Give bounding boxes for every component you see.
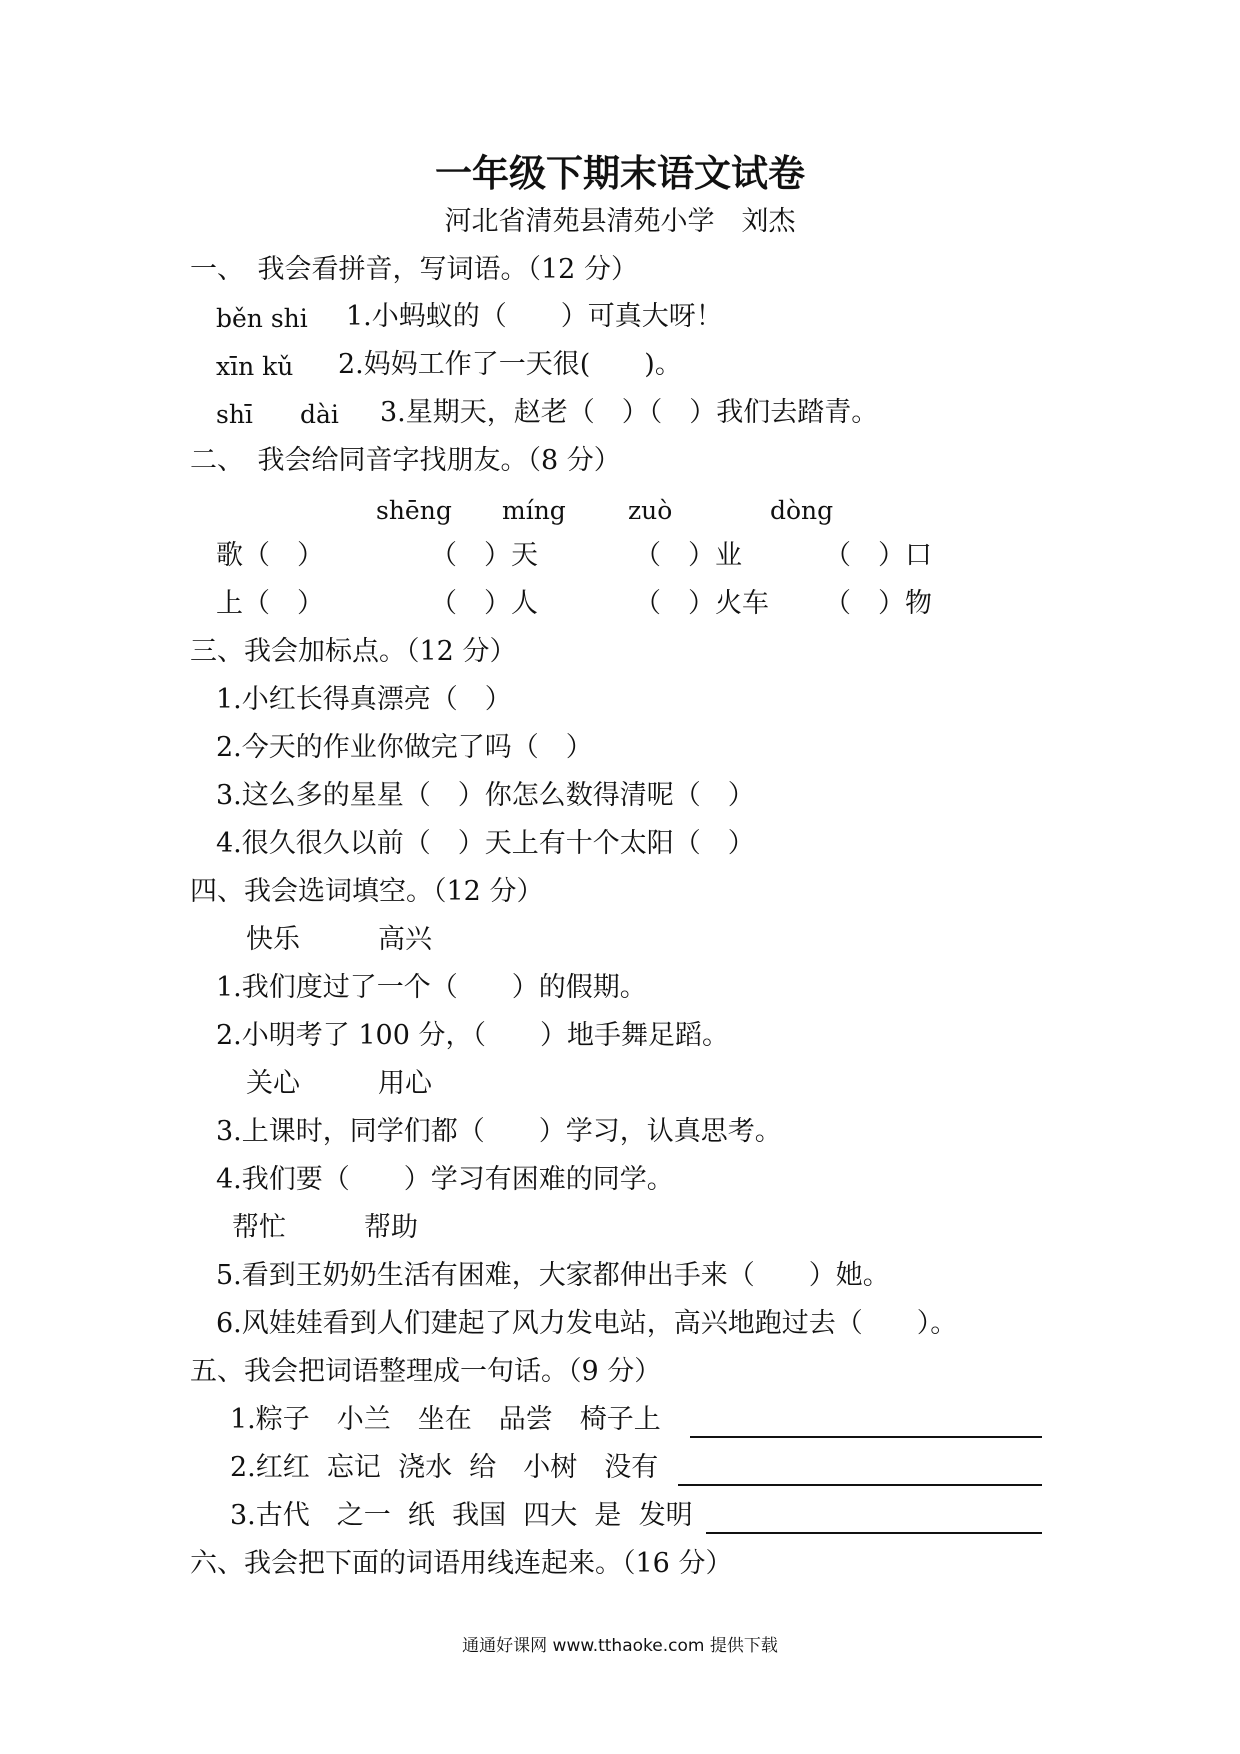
section2-row2-cell3: （ ）火车 bbox=[634, 588, 769, 619]
section1-item2-text: 2.妈妈工作了一天很( )。 bbox=[338, 349, 682, 380]
section3-item2: 2.今天的作业你做完了吗（ ） bbox=[216, 732, 593, 763]
section2-row1-cell2: （ ）天 bbox=[430, 540, 538, 571]
section4-item5: 5.看到王奶奶生活有困难，大家都伸出手来（ ）她。 bbox=[216, 1260, 890, 1291]
section1-heading: 一、 我会看拼音，写词语。（12 分） bbox=[190, 254, 638, 285]
section2-pinyin-1: shēng bbox=[376, 496, 452, 525]
section2-row2-cell1: 上（ ） bbox=[216, 588, 324, 619]
section1-item3-pinyin-b: dài bbox=[300, 400, 339, 429]
section2-pinyin-2: míng bbox=[502, 496, 566, 525]
section4-item6: 6.风娃娃看到人们建起了风力发电站，高兴地跑过去（ ）。 bbox=[216, 1308, 958, 1339]
section2-pinyin-4: dòng bbox=[770, 496, 834, 525]
section4-item3: 3.上课时，同学们都（ ）学习，认真思考。 bbox=[216, 1116, 782, 1147]
section1-item1-pinyin: běn shi bbox=[216, 304, 308, 333]
section4-item2: 2.小明考了 100 分，（ ）地手舞足蹈。 bbox=[216, 1020, 729, 1051]
section4-word-bangzhu: 帮助 bbox=[364, 1212, 418, 1243]
section2-row1-cell3: （ ）业 bbox=[634, 540, 742, 571]
section1-item3-text: 3.星期天，赵老（ ）（ ）我们去踏青。 bbox=[380, 397, 879, 428]
section4-heading: 四、我会选词填空。（12 分） bbox=[190, 876, 544, 907]
section5-answer-line-2[interactable] bbox=[678, 1484, 1042, 1486]
section4-word-guanxin: 关心 bbox=[246, 1068, 300, 1099]
section4-item1: 1.我们度过了一个（ ）的假期。 bbox=[216, 972, 647, 1003]
page-title: 一年级下期末语文试卷 bbox=[435, 151, 805, 195]
section4-word-yongxin: 用心 bbox=[378, 1068, 432, 1099]
section5-answer-line-3[interactable] bbox=[706, 1532, 1042, 1534]
section2-heading: 二、 我会给同音字找朋友。（8 分） bbox=[190, 445, 621, 476]
section2-row2-cell4: （ ）物 bbox=[824, 588, 932, 619]
section4-word-bangmang: 帮忙 bbox=[232, 1212, 286, 1243]
section3-item1: 1.小红长得真漂亮（ ） bbox=[216, 684, 512, 715]
section2-row2-cell2: （ ）人 bbox=[430, 588, 538, 619]
section1-item1-text: 1.小蚂蚁的（ ）可真大呀！ bbox=[346, 301, 723, 332]
section4-word-kuaile: 快乐 bbox=[246, 924, 300, 955]
section3-item4: 4.很久很久以前（ ）天上有十个太阳（ ） bbox=[216, 828, 755, 859]
section6-heading: 六、我会把下面的词语用线连起来。（16 分） bbox=[190, 1548, 733, 1579]
section5-heading: 五、我会把词语整理成一句话。（9 分） bbox=[190, 1356, 662, 1387]
section3-item3: 3.这么多的星星（ ）你怎么数得清呢（ ） bbox=[216, 780, 755, 811]
section1-item2-pinyin: xīn kǔ bbox=[216, 352, 294, 381]
section1-item3-pinyin-a: shī bbox=[216, 400, 253, 429]
section4-item4: 4.我们要（ ）学习有困难的同学。 bbox=[216, 1164, 674, 1195]
section5-answer-line-1[interactable] bbox=[690, 1436, 1042, 1438]
section2-row1-cell1: 歌（ ） bbox=[216, 540, 324, 571]
section3-heading: 三、我会加标点。（12 分） bbox=[190, 636, 517, 667]
section2-row1-cell4: （ ）口 bbox=[824, 540, 932, 571]
section2-pinyin-3: zuò bbox=[628, 496, 673, 525]
section4-word-gaoxing: 高兴 bbox=[378, 924, 432, 955]
author-line: 河北省清苑县清苑小学 刘杰 bbox=[444, 206, 796, 237]
section5-item3: 3.古代 之一 纸 我国 四大 是 发明 bbox=[230, 1500, 693, 1531]
section5-item2: 2.红红 忘记 浇水 给 小树 没有 bbox=[230, 1452, 659, 1483]
footer-credit: 通通好课网 www.tthaoke.com 提供下载 bbox=[462, 1636, 778, 1656]
section5-item1: 1.粽子 小兰 坐在 品尝 椅子上 bbox=[230, 1404, 661, 1435]
